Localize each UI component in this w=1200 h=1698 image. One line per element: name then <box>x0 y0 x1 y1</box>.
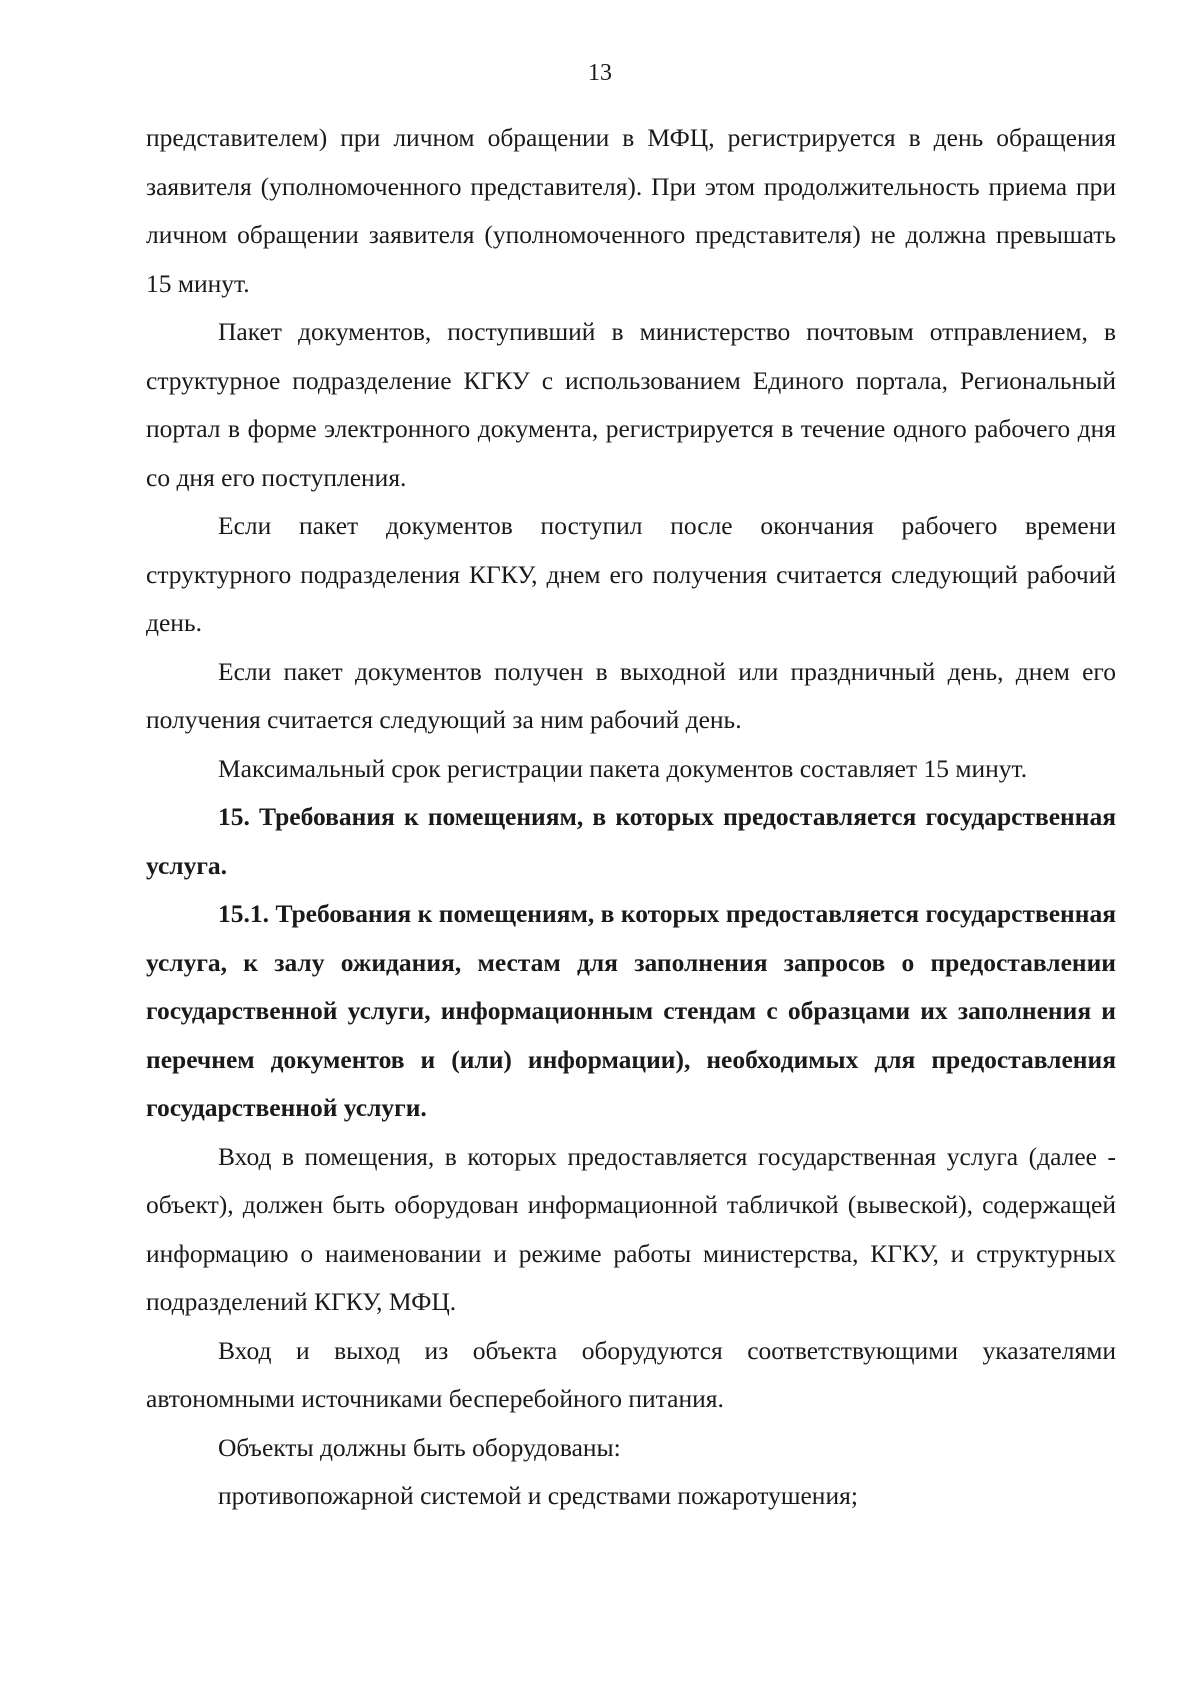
paragraph-entrance-exit: Вход и выход из объекта оборудуются соответствующими указателями автономными источниками бесперебойного питания. <box>146 1335 1116 1413</box>
paragraph-holiday: Если пакет документов получен в выходной или праздничный день, днем его получения считается следующий за ним рабочий день. <box>146 656 1116 734</box>
section-heading-15: 15. Требования к помещениям, в которых предоставляется государственная услуга. <box>146 802 1116 880</box>
page-number: 13 <box>588 60 612 86</box>
section-heading-15-1: 15.1. Требования к помещениям, в которых предоставляется государственная услуга, к залу ожидания, местам для заполнения запросов о предоставлении государственной услуги, информационным стендам с образцами их заполнения и перечнем документов и (или) информации), необходимых для предоставления государственной услуги. <box>146 899 1116 1122</box>
paragraph-after-hours: Если пакет документов поступил после окончания рабочего времени структурного подразделения КГКУ, днем его получения считается следующий рабочий день. <box>146 511 1116 637</box>
list-item-fire-system: противопожарной системой и средствами пожаротушения; <box>218 1481 858 1510</box>
paragraph-max-registration-time: Максимальный срок регистрации пакета документов составляет 15 минут. <box>218 753 1028 783</box>
paragraph-registration-personal: представителем) при личном обращении в МФЦ, регистрируется в день обращения заявителя (уполномоченного представителя). При этом продолжительность приема при личном обращении заявителя (уполномоченного представителя) не должна превышать 15 минут. <box>146 123 1116 298</box>
paragraph-entrance-sign: Вход в помещения, в которых предоставляется государственная услуга (далее - объект), должен быть оборудован информационной табличкой (вывеской), содержащей информацию о наименовании и режиме работы министерства, КГКУ, и структурных подразделений КГКУ, МФЦ. <box>146 1141 1116 1316</box>
paragraph-objects-equipped: Объекты должны быть оборудованы: <box>218 1432 621 1462</box>
document-body <box>146 114 1116 1521</box>
paragraph-package-registration: Пакет документов, поступивший в министерство почтовым отправлением, в структурное подразделение КГКУ с использованием Единого портала, Региональный портал в форме электронного документа, регистрируется в течение одного рабочего дня со дня его поступления. <box>146 317 1116 492</box>
